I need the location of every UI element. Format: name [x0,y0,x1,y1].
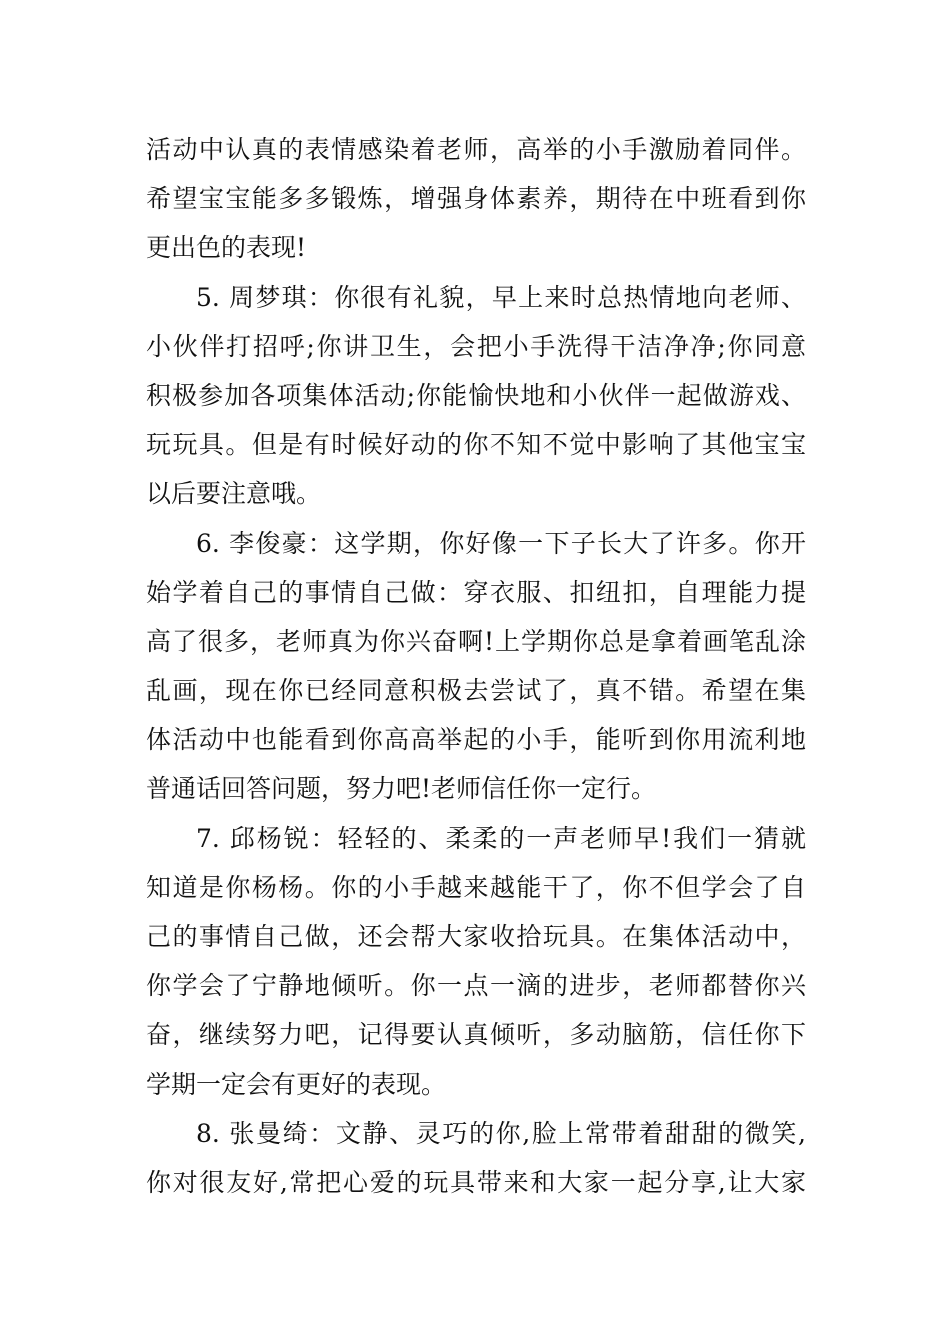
text-line: 5. 周梦琪：你很有礼貌，早上来时总热情地向老师、 [196,282,806,312]
text-line: 希望宝宝能多多锻炼，增强身体素养，期待在中班看到你 [146,184,806,214]
text-line: 奋，继续努力吧，记得要认真倾听，多动脑筋，信任你下 [146,1020,806,1050]
text-line: 始学着自己的事情自己做：穿衣服、扣纽扣，自理能力提 [146,577,806,607]
text-line: 学期一定会有更好的表现。 [146,1069,447,1099]
text-line: 高了很多，老师真为你兴奋啊!上学期你总是拿着画笔乱涂 [146,626,806,656]
text-line: 你学会了宁静地倾听。你一点一滴的进步，老师都替你兴 [146,971,806,1001]
text-line: 更出色的表现! [146,233,307,263]
text-line: 乱画，现在你已经同意积极去尝试了，真不错。希望在集 [146,676,806,706]
text-line: 玩玩具。但是有时候好动的你不知不觉中影响了其他宝宝 [146,430,806,460]
text-line: 活动中认真的表情感染着老师，高举的小手激励着同伴。 [146,135,806,164]
text-line: 以后要注意哦。 [146,479,322,509]
text-line: 体活动中也能看到你高高举起的小手，能听到你用流利地 [146,725,806,755]
text-line: 己的事情自己做，还会帮大家收拾玩具。在集体活动中， [146,922,806,951]
text-line: 小伙伴打招呼;你讲卫生，会把小手洗得干洁净净;你同意 [146,331,806,361]
text-line: 积极参加各项集体活动;你能愉快地和小伙伴一起做游戏、 [146,380,806,410]
text-line: 7. 邱杨锐：轻轻的、柔柔的一声老师早!我们一猜就 [196,823,806,853]
text-line: 6. 李俊豪：这学期，你好像一下子长大了许多。你开 [196,528,806,558]
text-line: 你对很友好,常把心爱的玩具带来和大家一起分享,让大家 [146,1167,806,1197]
body-text [146,125,806,1207]
text-line: 知道是你杨杨。你的小手越来越能干了，你不但学会了自 [146,872,806,902]
text-line: 普通话回答问题，努力吧!老师信任你一定行。 [146,774,657,804]
text-line: 8. 张曼绮：文静、灵巧的你,脸上常带着甜甜的微笑, [196,1118,806,1148]
